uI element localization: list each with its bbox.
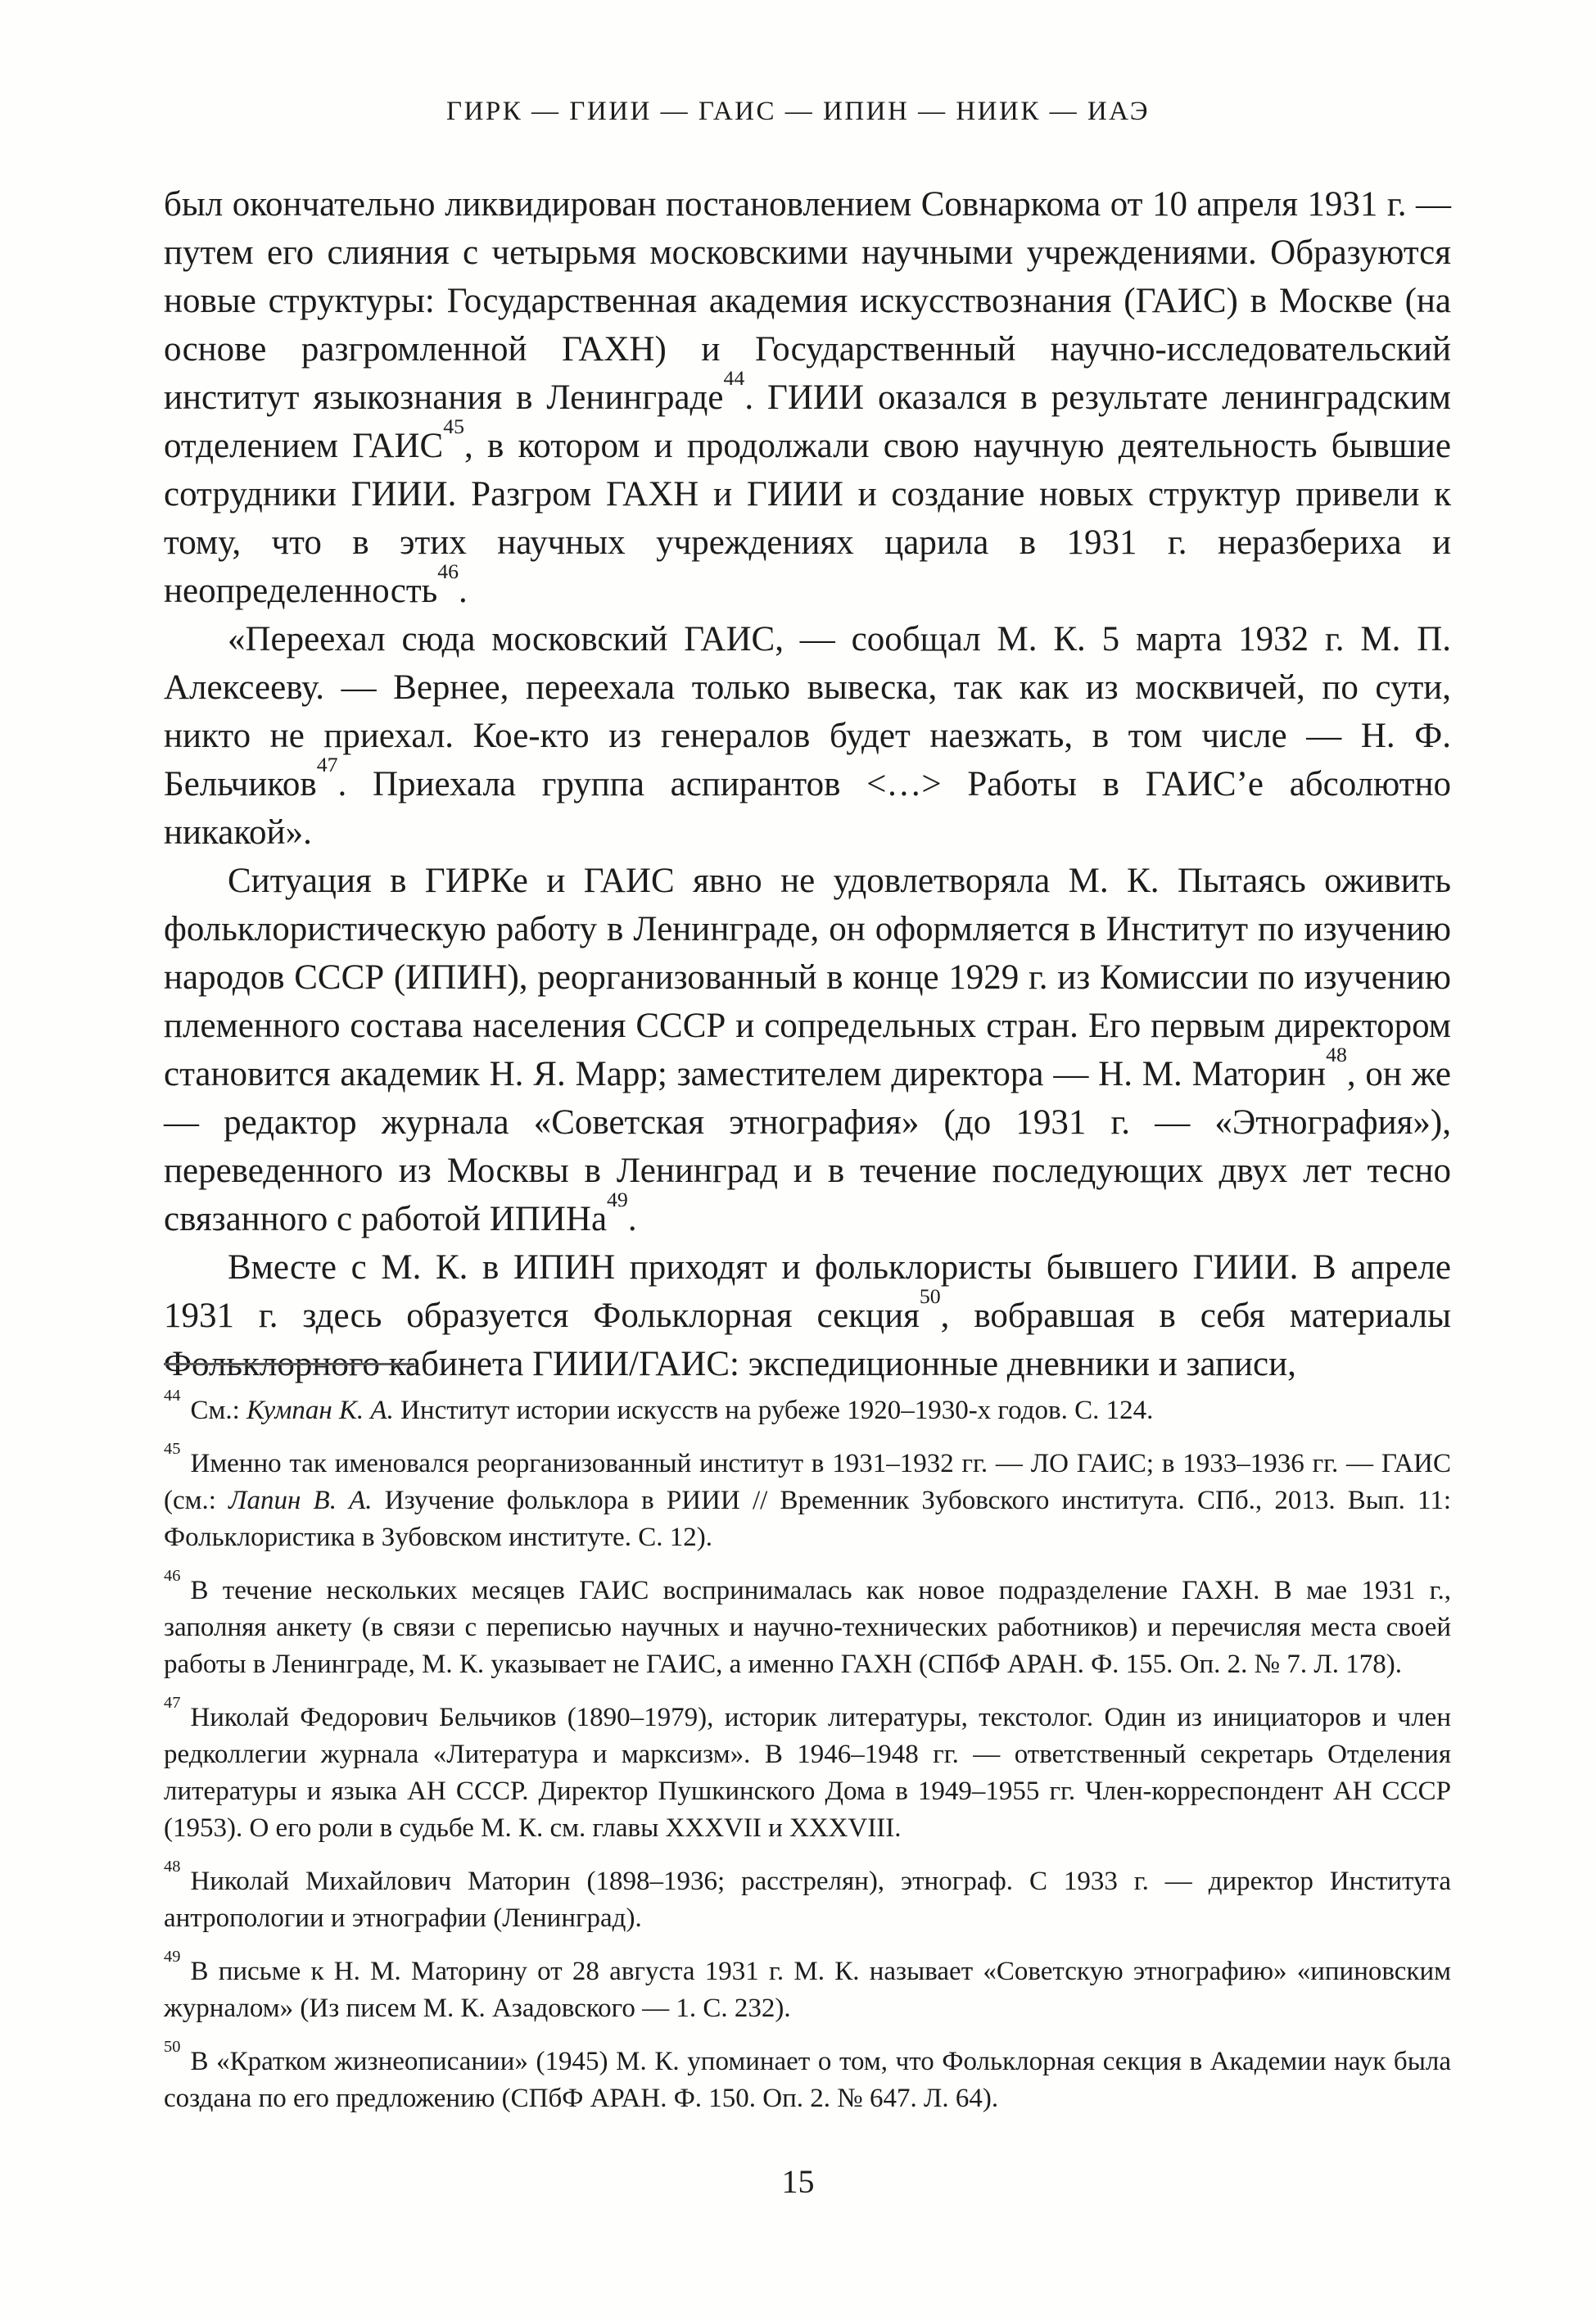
footnote-marker-46: 46 xyxy=(164,1566,181,1585)
paragraph-text: Ситуация в ГИРКе и ГАИС явно не удовлетворяла М. К. Пытаясь оживить фольклористическую работу в Ленинграде, он оформляется в Институт по изучению народов СССР (ИПИН), реорганизованный в конце 1929 г. из Комиссии по изучению племенного состава населения СССР и сопредельных стран. Его первым директором становится академик Н. Я. Марр; заместителем директора — Н. М. Маторин xyxy=(164,862,1451,1093)
page-number: 15 xyxy=(781,2163,815,2200)
paragraph-text: . ГИИИ оказался в результате ленинградским отделением ГАИС xyxy=(164,378,1452,465)
paragraph-text: «Переехал сюда московский ГАИС, — сообщал М. К. 5 марта 1932 г. М. П. Алексееву. — Вернее, переехала только вывеска, так как из москвичей, по сути, никто не приехал. Кое-кто из генералов будет наезжать, в том числе — Н. Ф. Бельчиков xyxy=(164,620,1451,803)
footnote-ref-50: 50 xyxy=(919,1284,941,1309)
paragraph-text: . xyxy=(627,1200,637,1238)
footnote-text: Именно так именовался реорганизованный институт в 1931–1932 гг. — ЛО ГАИС; в 1933–1936 гг. — ГАИС (см.: xyxy=(164,1449,1451,1515)
main-text xyxy=(164,180,1451,1388)
footnote-marker-44: 44 xyxy=(164,1386,181,1405)
footnote-ref-47: 47 xyxy=(316,753,338,777)
paragraph-text: , он же — редактор журнала «Советская этнография» (до 1931 г. — «Этнография»), переведенного из Москвы в Ленинград и в течение последующих двух лет тесно связанного с работой ИПИНа xyxy=(164,1055,1452,1238)
running-header: ГИРК — ГИИИ — ГАИС — ИПИН — НИИК — ИАЭ xyxy=(446,97,1150,126)
paragraph-text: . xyxy=(459,572,468,610)
footnote-marker-50: 50 xyxy=(164,2037,181,2056)
footnote-marker-49: 49 xyxy=(164,1947,181,1966)
footnote-text: Николай Михайлович Маторин (1898–1936; расстрелян), этнограф. С 1933 г. — директор Института антропологии и этнографии (Ленинград). xyxy=(164,1867,1451,1933)
paragraph-text: . Приехала группа аспирантов <…> Работы в ГАИС’е абсолютно никакой». xyxy=(164,765,1451,852)
footnote-49 xyxy=(164,1947,1451,2027)
footnote-divider xyxy=(164,1363,414,1365)
footnote-marker-47: 47 xyxy=(164,1693,181,1712)
paragraph-1 xyxy=(164,180,1451,615)
paragraph-4 xyxy=(164,1243,1451,1388)
footnotes-section xyxy=(164,1386,1451,2134)
paragraph-text: , в котором и продолжали свою научную деятельность бывшие сотрудники ГИИИ. Разгром ГАХН и ГИИИ и создание новых структур привели к тому, что в этих научных учреждениях царила в 1931 г. неразбериха и неопределенность xyxy=(164,427,1452,610)
footnote-text: Институт истории искусств на рубеже 1920–1930-х годов. С. 124. xyxy=(393,1396,1154,1425)
footnote-ref-49: 49 xyxy=(607,1188,628,1212)
footnote-text: В течение нескольких месяцев ГАИС воспринималась как новое подразделение ГАХН. В мае 1931 г., заполняя анкету (в связи с переписью научных и научно-технических работников) и перечисляя места своей работы в Ленинграде, М. К. указывает не ГАИС, а именно ГАХН (СПбФ АРАН. Ф. 155. Оп. 2. № 7. Л. 178). xyxy=(164,1576,1451,1679)
footnote-45 xyxy=(164,1439,1451,1556)
footnote-text: Изучение фольклора в РИИИ // Временник Зубовского института. СПб., 2013. Вып. 11: Фольклористика в Зубовском институте. С. 12). xyxy=(164,1486,1451,1552)
footnote-text: В «Кратком жизнеописании» (1945) М. К. упоминает о том, что Фольклорная секция в Академии наук была создана по его предложению (СПбФ АРАН. Ф. 150. Оп. 2. № 647. Л. 64). xyxy=(164,2047,1451,2113)
footnote-44 xyxy=(164,1386,1451,1429)
footnote-text: См.: xyxy=(190,1396,246,1425)
footnote-author-italic: Кумпан К. А. xyxy=(246,1396,394,1425)
footnote-48 xyxy=(164,1857,1451,1937)
footnote-ref-48: 48 xyxy=(1326,1043,1347,1067)
footnote-text: Николай Федорович Бельчиков (1890–1979), историк литературы, текстолог. Один из инициаторов и член редколлегии журнала «Литература и марксизм». В 1946–1948 гг. — ответственный секретарь Отделения литературы и языка АН СССР. Директор Пушкинского Дома в 1949–1955 гг. Член-корреспондент АН СССР (1953). О его роли в судьбе М. К. см. главы XXXVII и XXXVIII. xyxy=(164,1703,1451,1843)
footnote-text: В письме к Н. М. Маторину от 28 августа 1931 г. М. К. называет «Советскую этнографию» «ипиновским журналом» (Из писем М. К. Азадовского — 1. С. 232). xyxy=(164,1957,1451,2023)
footnote-46 xyxy=(164,1566,1451,1683)
footnote-50 xyxy=(164,2037,1451,2117)
footnote-author-italic: Лапин В. А. xyxy=(228,1486,373,1515)
footnote-47 xyxy=(164,1693,1451,1847)
footnote-ref-44: 44 xyxy=(723,366,745,391)
footnote-ref-46: 46 xyxy=(437,559,459,584)
paragraph-3 xyxy=(164,857,1451,1243)
footnote-marker-48: 48 xyxy=(164,1857,181,1876)
footnote-marker-45: 45 xyxy=(164,1439,181,1458)
paragraph-text: , вобравшая в себя материалы Фольклорного кабинета ГИИИ/ГАИС: экспедиционные дневники и записи, xyxy=(164,1297,1451,1383)
paragraph-text: Вместе с М. К. в ИПИН приходят и фольклористы бывшего ГИИИ. В апреле 1931 г. здесь образуется Фольклорная секция xyxy=(164,1248,1451,1335)
paragraph-2 xyxy=(164,615,1451,857)
paragraph-text: был окончательно ликвидирован постановлением Совнаркома от 10 апреля 1931 г. — путем его слияния с четырьмя московскими научными учреждениями. Образуются новые структуры: Государственная академия искусствознания (ГАИС) в Москве (на основе разгромленной ГАХН) и Государственный научно-исследовательский институт языкознания в Ленинграде xyxy=(164,185,1451,417)
footnote-ref-45: 45 xyxy=(443,414,465,439)
